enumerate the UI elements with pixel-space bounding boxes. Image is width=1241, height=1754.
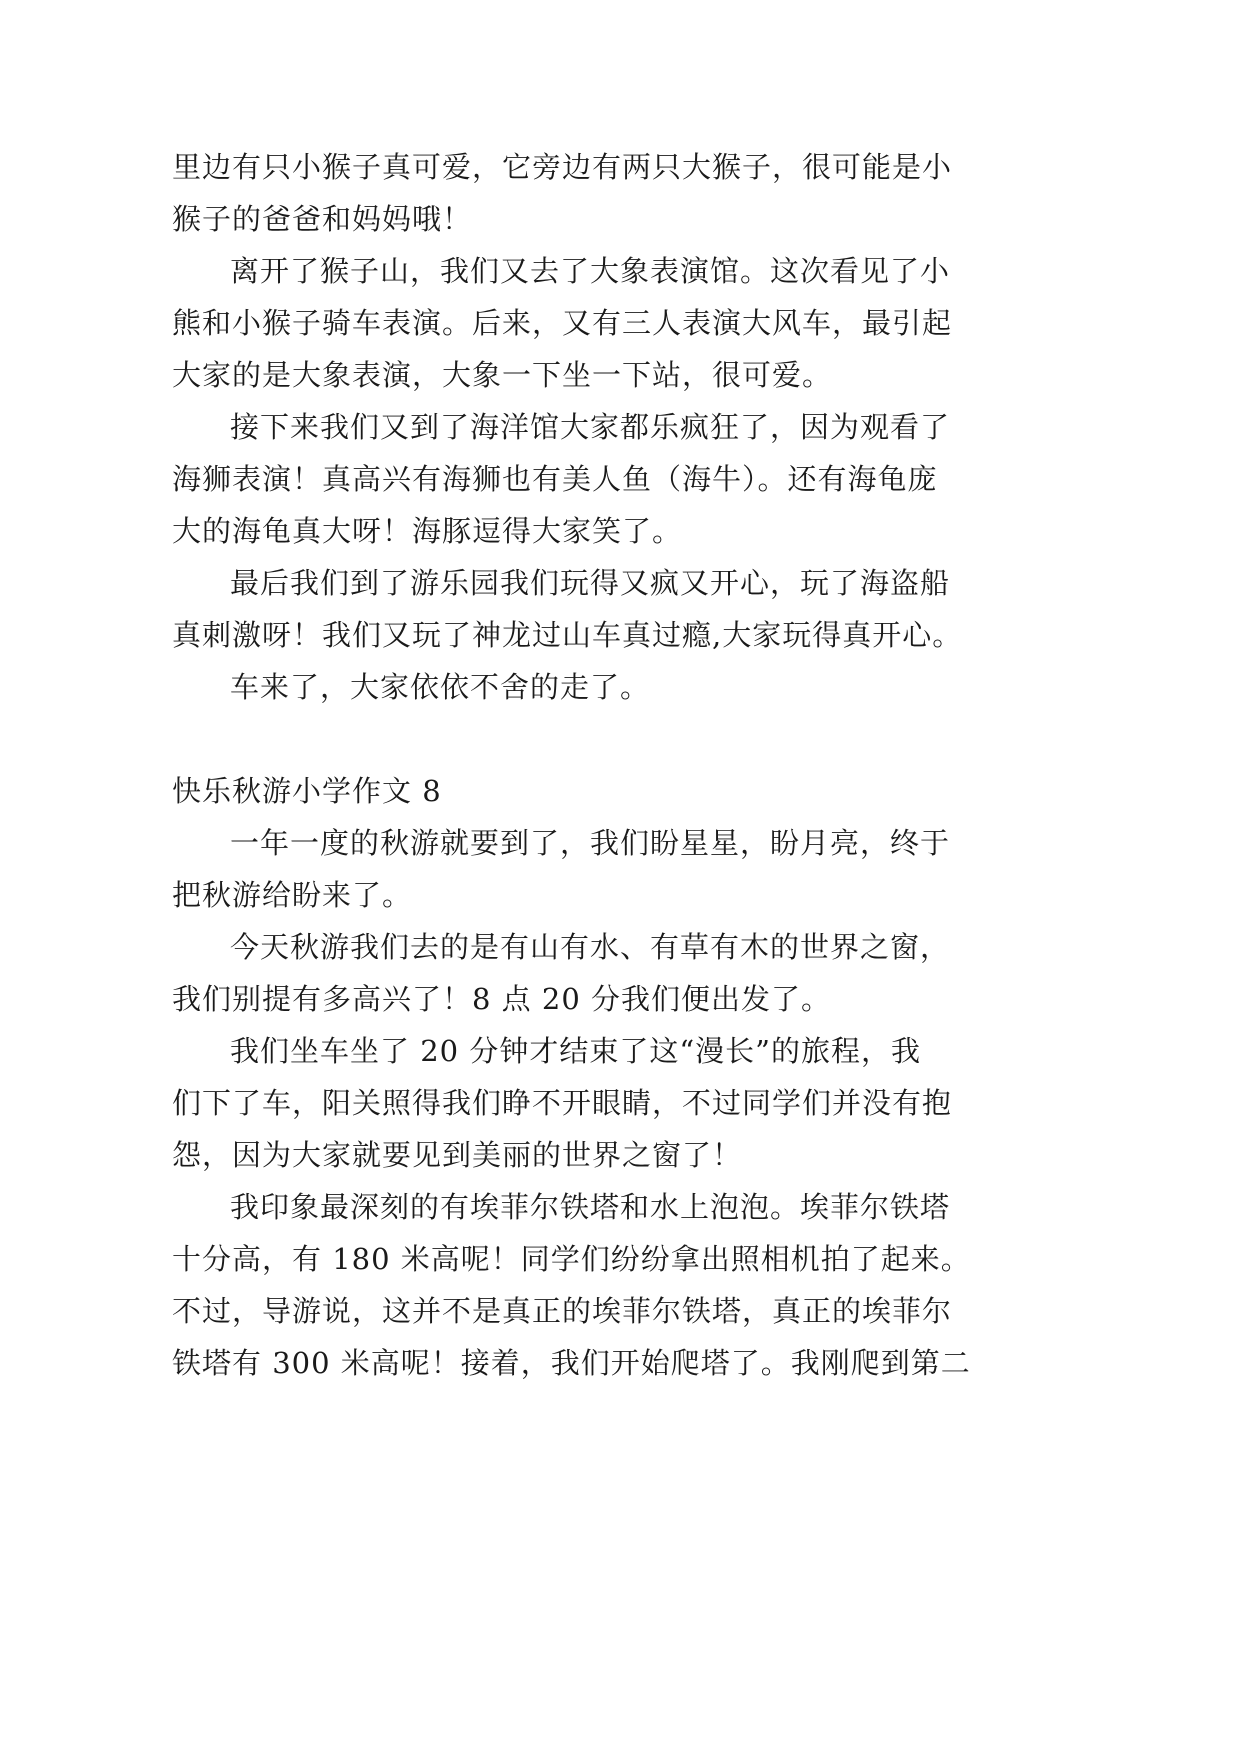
line-text: 里边有只小猴子真可爱，它旁边有两只大猴子，很可能是小: [172, 150, 953, 184]
line-text: 把秋游给盼来了。: [172, 878, 413, 912]
heading-text: 快乐秋游小学作文 8: [172, 774, 442, 808]
line-text: 车来了，大家依依不舍的走了。: [230, 670, 651, 704]
line-text: 我们别提有多高兴了！8 点 20 分我们便出发了。: [172, 982, 832, 1016]
line-text: 我们坐车坐了 20 分钟才结束了这“漫长”的旅程，我: [230, 1034, 921, 1068]
line-text: 大的海龟真大呀！海豚逗得大家笑了。: [172, 514, 683, 548]
line-text: 铁塔有 300 米高呢！接着，我们开始爬塔了。我刚爬到第二: [172, 1346, 971, 1380]
line-text: 十分高，有 180 米高呢！同学们纷纷拿出照相机拍了起来。: [172, 1242, 971, 1276]
line-text: 猴子的爸爸和妈妈哦！: [172, 202, 473, 236]
line-text: 不过，导游说，这并不是真正的埃菲尔铁塔，真正的埃菲尔: [172, 1294, 953, 1328]
line-text: 最后我们到了游乐园我们玩得又疯又开心，玩了海盗船: [230, 566, 951, 600]
line-text: 海狮表演！真高兴有海狮也有美人鱼（海牛）。还有海龟庞: [172, 462, 938, 496]
line-text: 今天秋游我们去的是有山有水、有草有木的世界之窗，: [230, 930, 951, 964]
line-text: 们下了车，阳关照得我们睁不开眼睛，不过同学们并没有抱: [172, 1086, 953, 1120]
line-text: 怨，因为大家就要见到美丽的世界之窗了！: [172, 1138, 743, 1172]
line-text: 接下来我们又到了海洋馆大家都乐疯狂了，因为观看了: [230, 410, 951, 444]
line-text: 真刺激呀！我们又玩了神龙过山车真过瘾,大家玩得真开心。: [172, 618, 963, 652]
line-text: 大家的是大象表演，大象一下坐一下站，很可爱。: [172, 358, 833, 392]
line-text: 我印象最深刻的有埃菲尔铁塔和水上泡泡。埃菲尔铁塔: [230, 1190, 951, 1224]
line-text: 熊和小猴子骑车表演。后来，又有三人表演大风车，最引起: [172, 306, 953, 340]
line-text: 一年一度的秋游就要到了，我们盼星星，盼月亮，终于: [230, 826, 951, 860]
line-text: 离开了猴子山，我们又去了大象表演馆。这次看见了小: [230, 254, 951, 288]
